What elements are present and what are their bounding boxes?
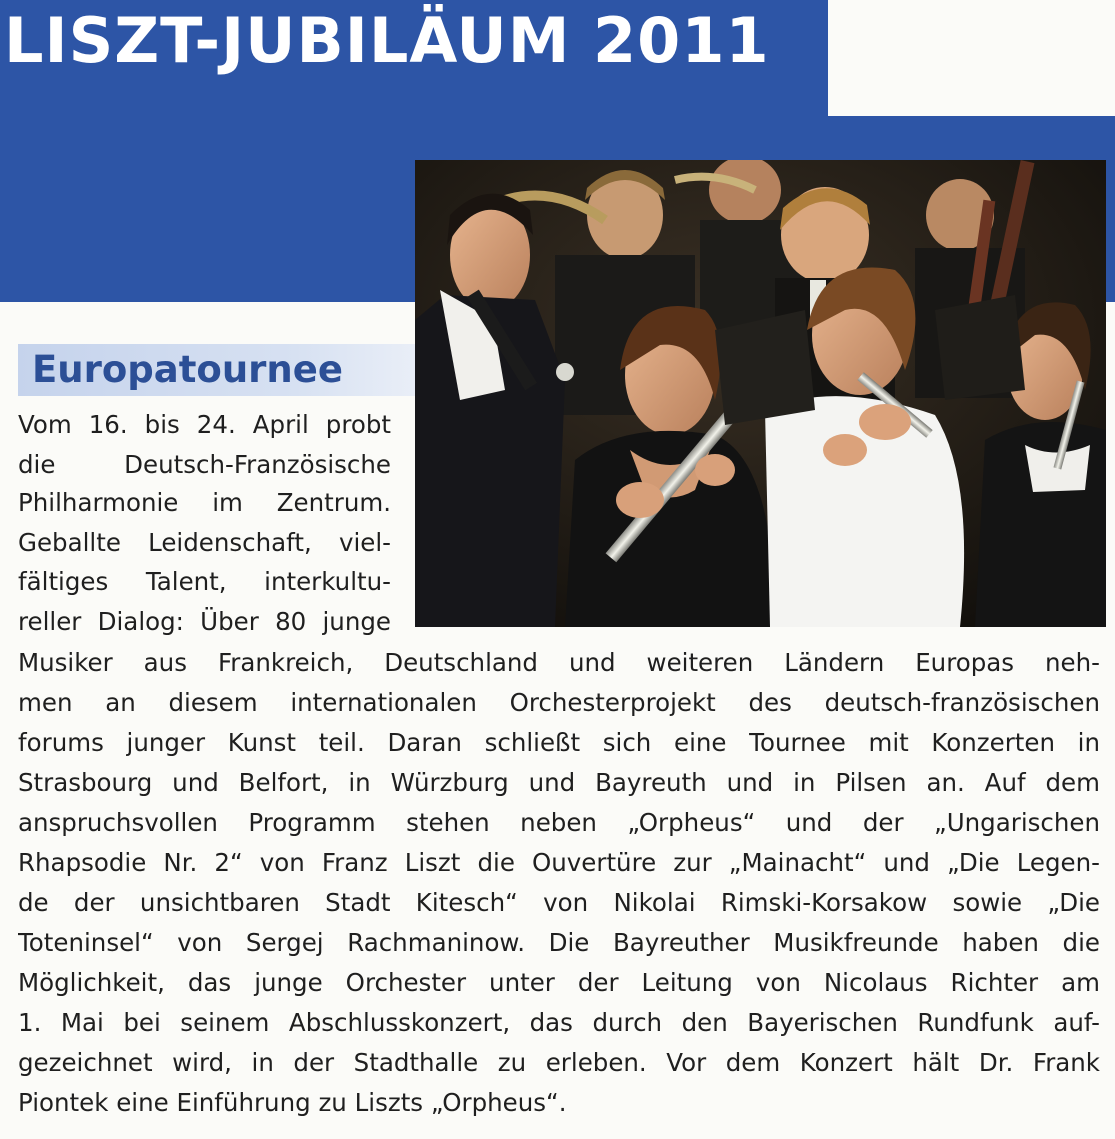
body-line: de der unsichtbaren Stadt Kitesch“ von Nikolai Rimski-Korsakow sowie „Die	[18, 888, 1100, 917]
body-line: die Deutsch-Französische	[18, 450, 391, 479]
body-line: fältiges Talent, interkultu-	[18, 567, 391, 596]
body-line: Musiker aus Frankreich, Deutschland und weiteren Ländern Europas neh-	[18, 648, 1100, 677]
body-line: men an diesem internationalen Orchesterprojekt des deutsch-französischen	[18, 688, 1100, 717]
body-line: Geballte Leidenschaft, viel-	[18, 528, 391, 557]
body-line: Strasbourg und Belfort, in Würzburg und Bayreuth und in Pilsen an. Auf dem	[18, 768, 1100, 797]
body-line: Rhapsodie Nr. 2“ von Franz Liszt die Ouvertüre zur „Mainacht“ und „Die Legen-	[18, 848, 1100, 877]
banner-notch	[828, 0, 1115, 116]
body-line: Vom 16. bis 24. April probt	[18, 410, 391, 439]
body-line: gezeichnet wird, in der Stadthalle zu erleben. Vor dem Konzert hält Dr. Frank	[18, 1048, 1100, 1077]
orchestra-photo-icon	[415, 160, 1106, 627]
body-line: reller Dialog: Über 80 junge	[18, 607, 391, 636]
article-subheading: Europatournee	[32, 348, 343, 391]
orchestra-photo	[415, 160, 1106, 627]
body-line: 1. Mai bei seinem Abschlusskonzert, das durch den Bayerischen Rundfunk auf-	[18, 1008, 1100, 1037]
body-line: Piontek eine Einführung zu Liszts „Orpheus“.	[18, 1088, 567, 1117]
body-line: Möglichkeit, das junge Orchester unter der Leitung von Nicolaus Richter am	[18, 968, 1100, 997]
body-line: forums junger Kunst teil. Daran schließt sich eine Tournee mit Konzerten in	[18, 728, 1100, 757]
body-line: Philharmonie im Zentrum.	[18, 488, 391, 517]
body-line: Toteninsel“ von Sergej Rachmaninow. Die Bayreuther Musikfreunde haben die	[18, 928, 1100, 957]
body-line: anspruchsvollen Programm stehen neben „Orpheus“ und der „Ungarischen	[18, 808, 1100, 837]
page-title: LISZT-JUBILÄUM 2011	[4, 4, 770, 77]
